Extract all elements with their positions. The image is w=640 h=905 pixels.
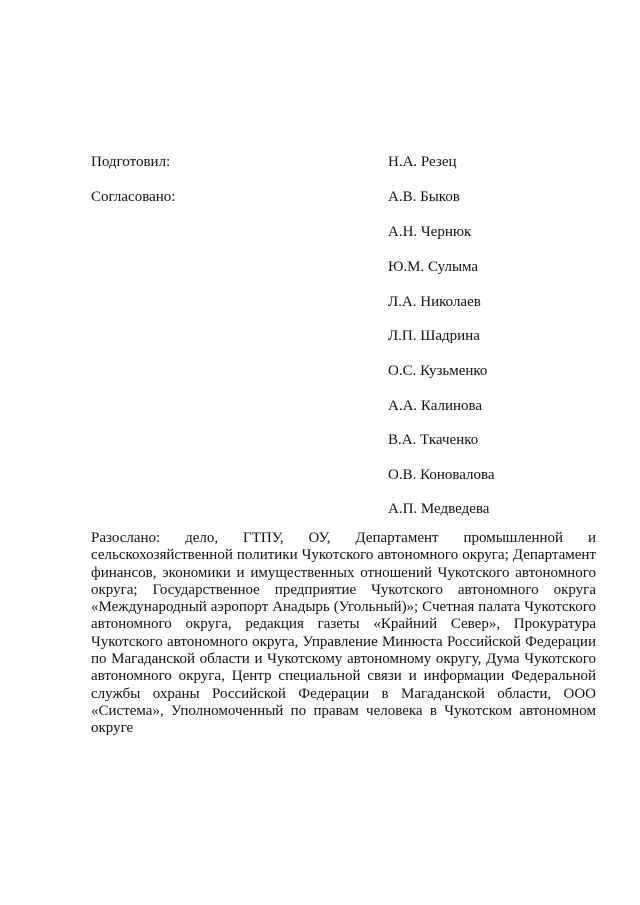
distribution-list: Разослано: дело, ГТПУ, ОУ, Департамент промышленной и сельскохозяйственной политики Чукотского автономного округа; Департамент финансов, экономики и имущественных отношений Чукотского автономного округа; Государственное предприятие Чукотского автономного округа «Международный аэропорт Анадырь (Угольный)»; Счетная палата Чукотского автономного округа, редакция газеты «Крайний Север», Прокуратура Чукотского автономного округа, Управление Минюста Российской Федерации по Магаданской области и Чукотскому автономному округу, Дума Чукотского автономного округа, Центр специальной связи и информации Федеральной службы охраны Российской Федерации в Магаданской области, ООО «Система», Уполномоченный по правам человека в Чукотском автономном округе [91,530,596,737]
agreed-name: А.П. Медведева [388,501,490,517]
agreed-name: Ю.М. Сулыма [388,259,479,275]
agreed-name: О.В. Коновалова [388,467,495,483]
agreed-name: О.С. Кузьменко [388,363,488,379]
agreed-name: А.А. Калинова [388,398,483,414]
prepared-label: Подготовил: [91,154,171,170]
agreed-name: А.Н. Чернюк [388,224,472,240]
agreed-label: Согласовано: [91,189,176,205]
prepared-name: Н.А. Резец [388,154,457,170]
agreed-name: Л.П. Шадрина [388,328,480,344]
agreed-name: В.А. Ткаченко [388,432,479,448]
agreed-name: А.В. Быков [388,189,460,205]
agreed-name: Л.А. Николаев [388,294,481,310]
